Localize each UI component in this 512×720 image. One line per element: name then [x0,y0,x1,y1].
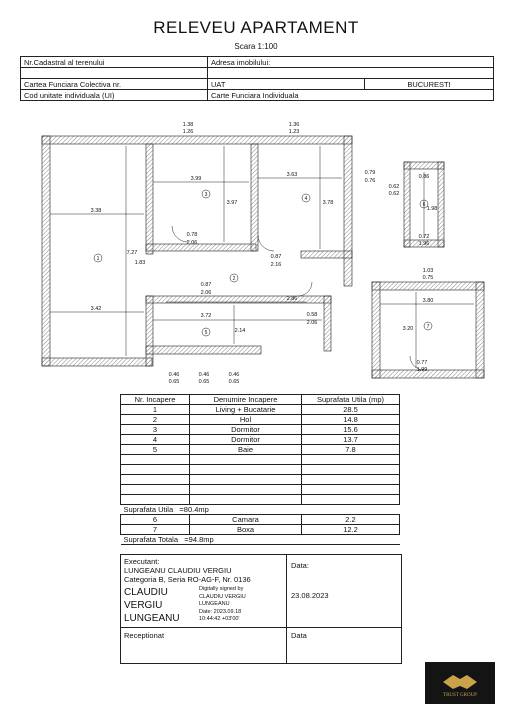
dim-label: 0.78 [186,232,198,238]
total-row [121,535,400,545]
dim-label: 3.42 [90,306,102,312]
room-number: 5 [204,330,208,336]
uat-value: BUCURESTI [365,79,494,90]
table-row [121,425,400,435]
cell: 4 [121,435,190,445]
dim-label: 2.06 [186,240,198,246]
table-row [121,405,400,415]
dim-label: 0.46 [228,372,240,378]
dim-label: 3.63 [286,172,298,178]
dim-label: 1.23 [288,129,300,135]
cell: Dormitor [190,435,302,445]
table-row [121,445,400,455]
cell: 1 [121,405,190,415]
cell: Boxa [190,525,302,535]
cell: 28.5 [302,405,400,415]
area-table [120,394,400,545]
dim-label: 2.86 [286,296,298,302]
dim-label: 2.06 [200,290,212,296]
cf-colectiva-label: Cartea Funciara Colectiva nr. [21,79,208,90]
cell: 7.8 [302,445,400,455]
logo-text: TRUST GROUP [443,693,477,698]
col-header: Suprafata Utila (mp) [302,395,400,405]
cell: Living + Bucatarie [190,405,302,415]
sign-note-line: 10:44:42 +03'00' [199,616,240,622]
dim-label: 3.72 [200,313,212,319]
util-label: Suprafata Utila [123,505,174,514]
dim-label: 0.58 [306,312,318,318]
dim-label: 0.62 [388,184,400,190]
dim-label: 0.79 [364,170,376,176]
cell: 2.2 [302,515,400,525]
cell: Camara [190,515,302,525]
dim-label: 0.65 [228,379,240,385]
room-number: 7 [426,324,430,330]
receptionat-label: Receptionat [124,631,165,640]
cell: 2 [121,415,190,425]
dim-label: 0.62 [388,191,400,197]
dim-label: 3.20 [402,326,414,332]
dim-label: 1.83 [134,260,146,266]
dim-label: 0.87 [200,282,212,288]
room-number: 2 [232,276,236,282]
dim-label: 1.98 [426,206,438,212]
dim-label: 1.99 [416,367,428,373]
sign-note-line: Digitally signed by [199,586,244,592]
dim-label: 0.77 [416,360,428,366]
dim-label: 0.75 [422,275,434,281]
dim-label: 0.46 [198,372,210,378]
dim-label: 0.86 [418,174,430,180]
dim-label: 0.65 [198,379,210,385]
dim-label: 1.36 [288,122,300,128]
col-header: Nr. Incapere [121,395,190,405]
floor-plan [36,114,496,386]
ui-code-label: Cod unitate individuala (UI) [21,90,208,101]
dim-label: 3.99 [190,176,202,182]
trust-group-logo [425,662,495,704]
sign-note-line: CLAUDIU VERGIU [199,593,246,600]
dim-label: 2.06 [306,320,318,326]
dim-label: 2.16 [270,262,282,268]
dim-label: 0.87 [270,254,282,260]
dim-label: 2.14 [234,328,246,334]
dim-label: 7.27 [126,250,138,256]
sign-note-line: LUNGEANU [199,601,230,607]
sign-line: VERGIU [124,600,163,611]
address-label: Adresa imobilului: [208,57,494,68]
cell: 15.6 [302,425,400,435]
header-table [20,56,494,101]
cf-individuala-label: Carte Funciara Individuala [208,90,494,101]
dim-label: 3.80 [422,298,434,304]
date-value: 23.08.2023 [291,591,329,600]
room-number: 3 [204,192,208,198]
table-row [121,435,400,445]
sign-note-line: Date: 2023.09.18 [199,608,242,615]
dim-label: 3.38 [90,208,102,214]
signature-name-big [124,586,180,625]
room-number: 6 [422,202,426,208]
room-number: 1 [96,256,100,262]
cell: Baie [190,445,302,455]
sign-line: CLAUDIU [124,587,168,598]
dim-label: 3.97 [226,200,238,206]
table-row [121,525,400,535]
cell: 6 [121,515,190,525]
room-number: 4 [304,196,308,202]
dim-label: 0.76 [364,178,376,184]
date-label: Data: [291,561,309,570]
dim-label: 0.72 [418,234,430,240]
cell: 7 [121,525,190,535]
dim-label: 3.78 [322,200,334,206]
signature-block [120,554,402,664]
dim-label: 1.03 [422,268,434,274]
table-row [121,415,400,425]
util-value: =80.4mp [179,505,209,514]
cell: 13.7 [302,435,400,445]
sign-line: LUNGEANU [124,613,180,624]
dim-label: 1.38 [182,122,194,128]
data2-label: Data [291,631,307,640]
cadastral-label: Nr.Cadastral al terenului [21,57,208,68]
document-title: RELEVEU APARTAMENT [153,18,359,37]
cell: Hol [190,415,302,425]
scale-label: Scara 1:100 [234,42,278,51]
total-value: =94.8mp [184,535,214,544]
dim-label: 1.26 [182,129,194,135]
total-label: Suprafata Totala [123,535,178,544]
util-row [121,505,400,515]
table-row [121,515,400,525]
cell: 3 [121,425,190,435]
cell: 14.8 [302,415,400,425]
digital-signature-note [199,586,246,624]
cell: Dormitor [190,425,302,435]
dim-label: 1.96 [418,241,430,247]
uat-label: UAT [208,79,365,90]
dim-label: 0.46 [168,372,180,378]
col-header: Denumire Incapere [190,395,302,405]
executant-name: LUNGEANU CLAUDIU VERGIU [124,566,232,575]
dim-label: 0.65 [168,379,180,385]
cell: 12.2 [302,525,400,535]
executant-label: Executant: [124,557,160,566]
executant-category: Categoria B, Seria RO-AG-F, Nr. 0136 [124,575,251,584]
cell: 5 [121,445,190,455]
